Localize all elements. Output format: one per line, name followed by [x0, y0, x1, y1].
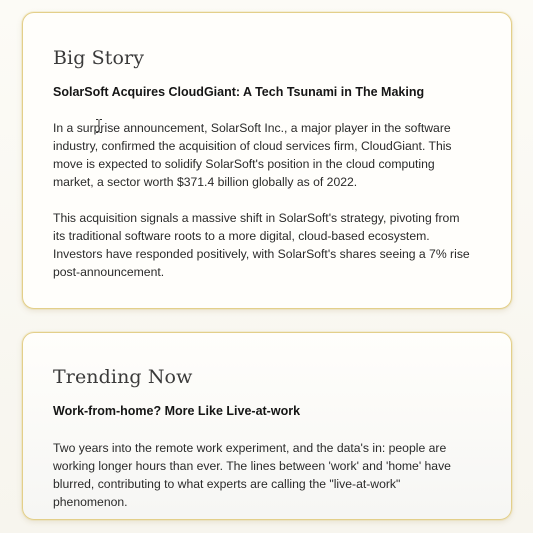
big-story-headline[interactable]: SolarSoft Acquires CloudGiant: A Tech Tsunami in The Making: [53, 85, 425, 99]
big-story-section-title: Big Story: [53, 47, 145, 69]
big-story-card: [22, 12, 512, 309]
trending-now-paragraph-1: Two years into the remote work experiment, and the data's in: people are working longer hours than ever. The lines between 'work' and 'home' have blurred, contributing to what experts are calling the "live-at-work" phenomenon.: [53, 441, 451, 509]
trending-now-card: [22, 332, 512, 520]
trending-now-headline[interactable]: Work-from-home? More Like Live-at-work: [53, 404, 301, 418]
big-story-paragraph-1: In a surprise announcement, SolarSoft Inc., a major player in the software industry, confirmed the acquisition of cloud services firm, CloudGiant. This move is expected to solidify SolarSoft's position in the cloud computing market, a sector worth $371.4 billion globally as of 2022.: [53, 121, 452, 189]
big-story-paragraph-2: This acquisition signals a massive shift in SolarSoft's strategy, pivoting from its traditional software roots to a more digital, cloud-based ecosystem. Investors have responded positively, with SolarSoft's shares seeing a 7% rise post-announcement.: [53, 211, 470, 279]
trending-now-section-title: Trending Now: [53, 366, 193, 388]
